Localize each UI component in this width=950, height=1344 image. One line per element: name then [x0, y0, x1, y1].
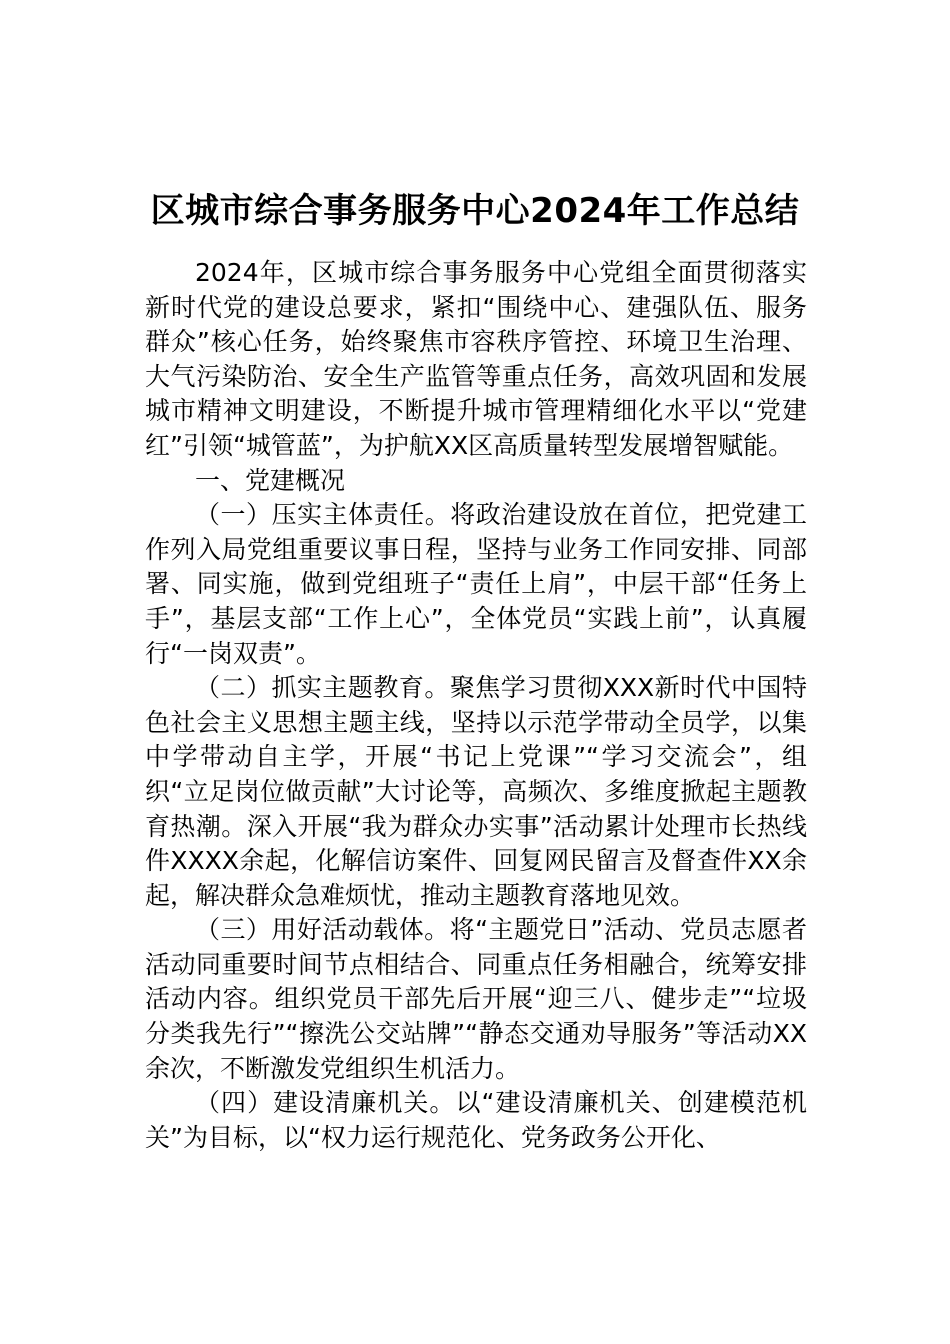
section-heading: 一、党建概况 — [195, 465, 346, 495]
paragraph-1: （一）压实主体责任。将政治建设放在首位，把党建工作列入局党组重要议事日程，坚持与业务工作同安排、同部署、同实施，做到党组班子“责任上肩”，中层干部“任务上手”，基层支部“工作上心”，全体党员“实践上前”，认真履行“一岗双责”。 — [145, 500, 807, 668]
paragraph-3: （三）用好活动载体。将“主题党日”活动、党员志愿者活动同重要时间节点相结合、同重点任务相融合，统筹安排活动内容。组织党员干部先后开展“迎三八、健步走”“垃圾分类我先行”“擦洗公交站牌”“静态交通劝导服务”等活动XX余次，不断激发党组织生机活力。 — [145, 915, 807, 1083]
document-title: 区城市综合事务服务中心2024年工作总结 — [150, 190, 800, 231]
paragraph-4: （四）建设清廉机关。以“建设清廉机关、创建模范机关”为目标，以“权力运行规范化、党务政务公开化、 — [145, 1088, 807, 1152]
intro-paragraph: 2024年，区城市综合事务服务中心党组全面贯彻落实新时代党的建设总要求，紧扣“围绕中心、建强队伍、服务群众”核心任务，始终聚焦市容秩序管控、环境卫生治理、大气污染防治、安全生产监管等重点任务，高效巩固和发展城市精神文明建设，不断提升城市管理精细化水平以“党建红”引领“城管蓝”，为护航XX区高质量转型发展增智赋能。 — [145, 258, 807, 460]
document-body — [145, 256, 807, 1155]
paragraph-2: （二）抓实主题教育。聚焦学习贯彻XXX新时代中国特色社会主义思想主题主线，坚持以示范学带动全员学，以集中学带动自主学，开展“书记上党课”“学习交流会”，组织“立足岗位做贡献”大讨论等，高频次、多维度掀起主题教育热潮。深入开展“我为群众办实事”活动累计处理市长热线件XXXX余起，化解信访案件、回复网民留言及督查件XX余起，解决群众急难烦忧，推动主题教育落地见效。 — [145, 673, 807, 910]
